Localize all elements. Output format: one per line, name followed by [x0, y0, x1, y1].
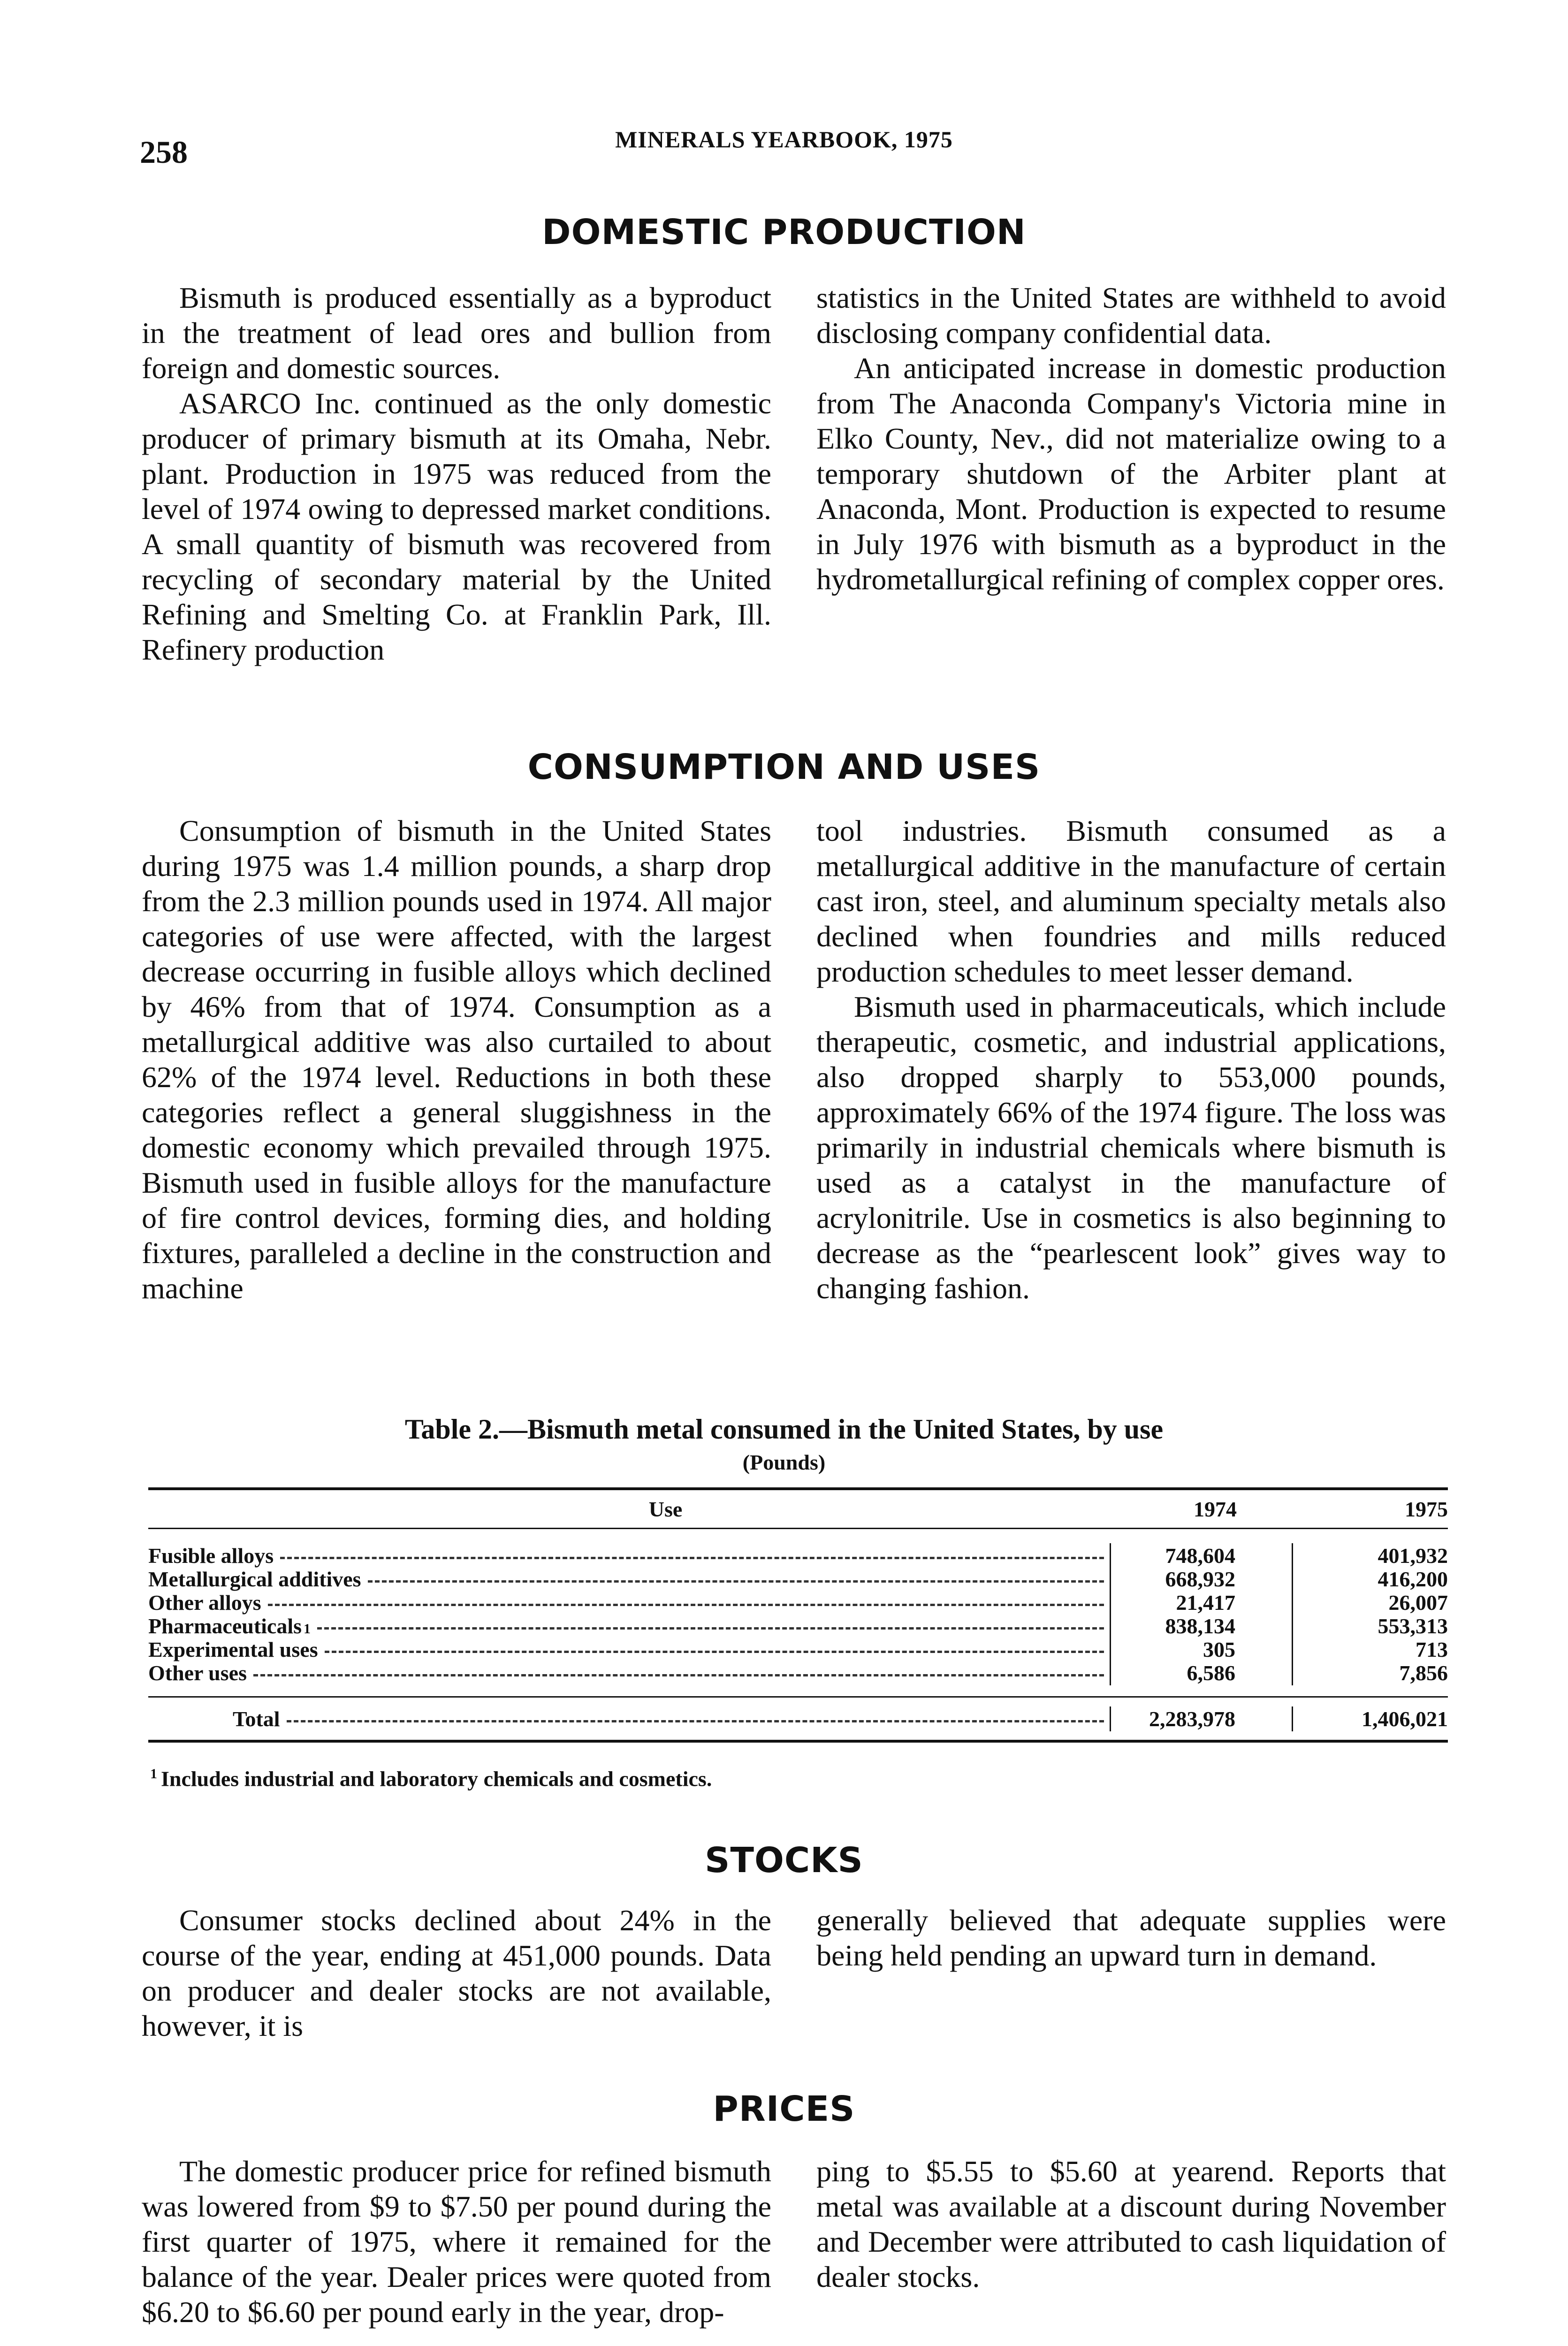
- table-body: [148, 1529, 1448, 1696]
- footnote-marker: 1: [150, 1766, 157, 1782]
- table-title: Table 2.—Bismuth metal consumed in the United States, by use: [404, 1414, 1164, 1445]
- domestic-production-right-column: [816, 280, 1446, 597]
- consumption-right-column: [816, 813, 1446, 1306]
- table-bottom-rule: [148, 1740, 1448, 1743]
- value-1975: 26,007: [1292, 1590, 1448, 1615]
- table-header-row: [148, 1490, 1448, 1528]
- column-header-1974: 1974: [1194, 1497, 1237, 1521]
- table-units: (Pounds): [742, 1450, 826, 1474]
- table-row: [148, 1660, 1448, 1684]
- paragraph: Consumer stocks declined about 24% in the course of the year, ending at 451,000 pounds. Data on producer and dealer stocks are not available, however, it is: [142, 1904, 771, 2042]
- value-1975: 7,856: [1292, 1660, 1448, 1685]
- stocks-right-column: [816, 1903, 1446, 1973]
- row-label: Experimental uses: [148, 1638, 318, 1661]
- running-title: MINERALS YEARBOOK, 1975: [615, 126, 953, 152]
- paragraph: ASARCO Inc. continued as the only domestic producer of primary bismuth at its Omaha, Nebr. plant. Production in 1975 was reduced from the level of 1974 owing to depressed market conditions. A small quantity of bismuth was recovered from recycling of secondary material by the United Refining and Smelting Co. at Franklin Park, Ill. Refinery production: [142, 387, 771, 666]
- total-1974: 2,283,978: [1110, 1706, 1292, 1731]
- domestic-production-heading: DOMESTIC PRODUCTION: [542, 212, 1026, 252]
- row-label: Metallurgical additives: [148, 1567, 361, 1591]
- table-row: [148, 1614, 1448, 1637]
- paragraph: generally believed that adequate supplies were being held pending an upward turn in demand.: [816, 1904, 1446, 1972]
- paragraph: Bismuth used in pharmaceuticals, which include therapeutic, cosmetic, and industrial applications, also dropped sharply to 553,000 pounds, approximately 66% of the 1974 figure. The loss was primarily in industrial chemicals where bismuth is used as a catalyst in the manufacture of acrylonitrile. Use in cosmetics is also beginning to decrease as the “pearlescent look” gives way to changing fashion.: [816, 990, 1446, 1305]
- row-label: Other uses: [148, 1661, 247, 1685]
- footnote-marker: 1: [304, 1621, 311, 1637]
- table-row: [148, 1637, 1448, 1660]
- total-1975: 1,406,021: [1292, 1706, 1448, 1731]
- value-1974: 6,586: [1110, 1660, 1292, 1685]
- column-header-1975: 1975: [1405, 1497, 1448, 1521]
- prices-heading: PRICES: [713, 2089, 855, 2129]
- paragraph: An anticipated increase in domestic production from The Anaconda Company's Victoria mine in Elko County, Nev., did not materialize owing to a temporary shutdown of the Arbiter plant at Anaconda, Mont. Production is expected to resume in July 1976 with bismuth as a byproduct in the hydrometallurgical refining of complex copper ores.: [816, 351, 1446, 596]
- value-1974: 305: [1110, 1637, 1292, 1662]
- value-1975: 401,932: [1292, 1543, 1448, 1568]
- column-header-use: Use: [648, 1497, 683, 1521]
- paragraph: The domestic producer price for refined bismuth was lowered from $9 to $7.50 per pound during the first quarter of 1975, where it remained for the balance of the year. Dealer prices were quoted from $6.20 to $6.60 per pound early in the year, drop-: [142, 2155, 771, 2329]
- stocks-heading: STOCKS: [705, 1840, 863, 1881]
- table-row: [148, 1590, 1448, 1614]
- table-row: [148, 1543, 1448, 1567]
- row-label: Other alloys: [148, 1591, 261, 1615]
- prices-left-column: [142, 2154, 771, 2330]
- prices-right-column: [816, 2154, 1446, 2294]
- consumption-table: [148, 1487, 1448, 1743]
- row-label: Pharmaceuticals: [148, 1614, 302, 1638]
- page-number: 258: [140, 134, 188, 170]
- stocks-left-column: [142, 1903, 771, 2043]
- paragraph: ping to $5.55 to $5.60 at yearend. Reports that metal was available at a discount during November and December were attributed to cash liquidation of dealer stocks.: [816, 2155, 1446, 2293]
- paragraph: Bismuth is produced essentially as a byproduct in the treatment of lead ores and bullion from foreign and domestic sources.: [142, 281, 771, 385]
- value-1974: 838,134: [1110, 1614, 1292, 1638]
- value-1974: 21,417: [1110, 1590, 1292, 1615]
- row-label: Fusible alloys: [148, 1544, 274, 1568]
- value-1975: 713: [1292, 1637, 1448, 1662]
- table-total-row: [148, 1698, 1448, 1740]
- table-footnote: [150, 1766, 712, 1791]
- value-1974: 748,604: [1110, 1543, 1292, 1568]
- consumption-left-column: [142, 813, 771, 1306]
- value-1975: 553,313: [1292, 1614, 1448, 1638]
- paragraph: statistics in the United States are withheld to avoid disclosing company confidential data.: [816, 281, 1446, 350]
- consumption-heading: CONSUMPTION AND USES: [527, 747, 1041, 787]
- domestic-production-left-column: [142, 280, 771, 667]
- value-1974: 668,932: [1110, 1567, 1292, 1592]
- paragraph: Consumption of bismuth in the United States during 1975 was 1.4 million pounds, a sharp drop from the 2.3 million pounds used in 1974. All major categories of use were affected, with the largest decrease occurring in fusible alloys which declined by 46% from that of 1974. Consumption as a metallurgical additive was also curtailed to about 62% of the 1974 level. Reductions in both these categories reflect a general sluggishness in the domestic economy which prevailed through 1975. Bismuth used in fusible alloys for the manufacture of fire control devices, forming dies, and holding fixtures, paralleled a decline in the construction and machine: [142, 814, 771, 1305]
- paragraph: tool industries. Bismuth consumed as a metallurgical additive in the manufacture of certain cast iron, steel, and aluminum specialty metals also declined when foundries and mills reduced production schedules to meet lesser demand.: [816, 814, 1446, 988]
- table-row: [148, 1567, 1448, 1590]
- value-1975: 416,200: [1292, 1567, 1448, 1592]
- footnote-text: Includes industrial and laboratory chemicals and cosmetics.: [161, 1767, 712, 1791]
- total-label: Total: [233, 1706, 280, 1731]
